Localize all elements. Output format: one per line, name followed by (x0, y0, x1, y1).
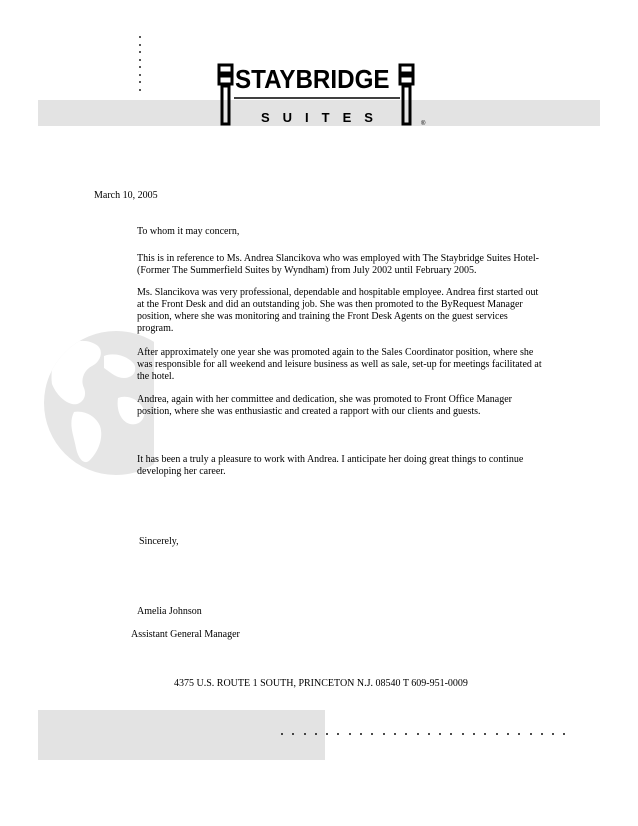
letter-paragraph: It has been a truly a pleasure to work with Andrea. I anticipate her doing great things to continue developing her career. (137, 454, 524, 477)
letter-paragraph: This is in reference to Ms. Andrea Slancikova who was employed with The Staybridge Suites Hotel- (Former The Summerfield Suites by Wyndham) from July 2002 until February 2005. (137, 253, 539, 276)
footer-address: 4375 U.S. ROUTE 1 SOUTH, PRINCETON N.J. 08540 T 609-951-0009 (174, 678, 468, 689)
letter-closing: Sincerely, (139, 536, 179, 547)
logo-sub-text: SUITES (261, 110, 386, 125)
horizontal-dotted-line (281, 733, 575, 751)
letter-date: March 10, 2005 (94, 190, 158, 201)
letter-paragraph: Andrea, again with her committee and dedication, she was promoted to Front Office Manager position, where she was enthusiastic and created a rapport with our clients and guests. (137, 394, 512, 417)
signer-name: Amelia Johnson (137, 606, 202, 617)
signer-title: Assistant General Manager (131, 629, 240, 640)
letter-paragraph: Ms. Slancikova was very professional, dependable and hospitable employee. Andrea first started out at the Front Desk and did an outstanding job. She was then promoted to the ByRequest Manager position, where she was monitoring and training the Front Desk Agents on the guest services program. (137, 287, 539, 334)
letter-paragraph: After approximately one year she was promoted again to the Sales Coordinator position, where she was responsible for all weekend and leisure business as well as sale, set-up for meetings facilitated at the hotel. (137, 347, 542, 382)
registered-mark: ® (421, 121, 426, 127)
vertical-dotted-line (139, 36, 142, 96)
letter-greeting: To whom it may concern, (137, 226, 240, 237)
logo-brand-text: STAYBRIDGE (235, 64, 390, 94)
